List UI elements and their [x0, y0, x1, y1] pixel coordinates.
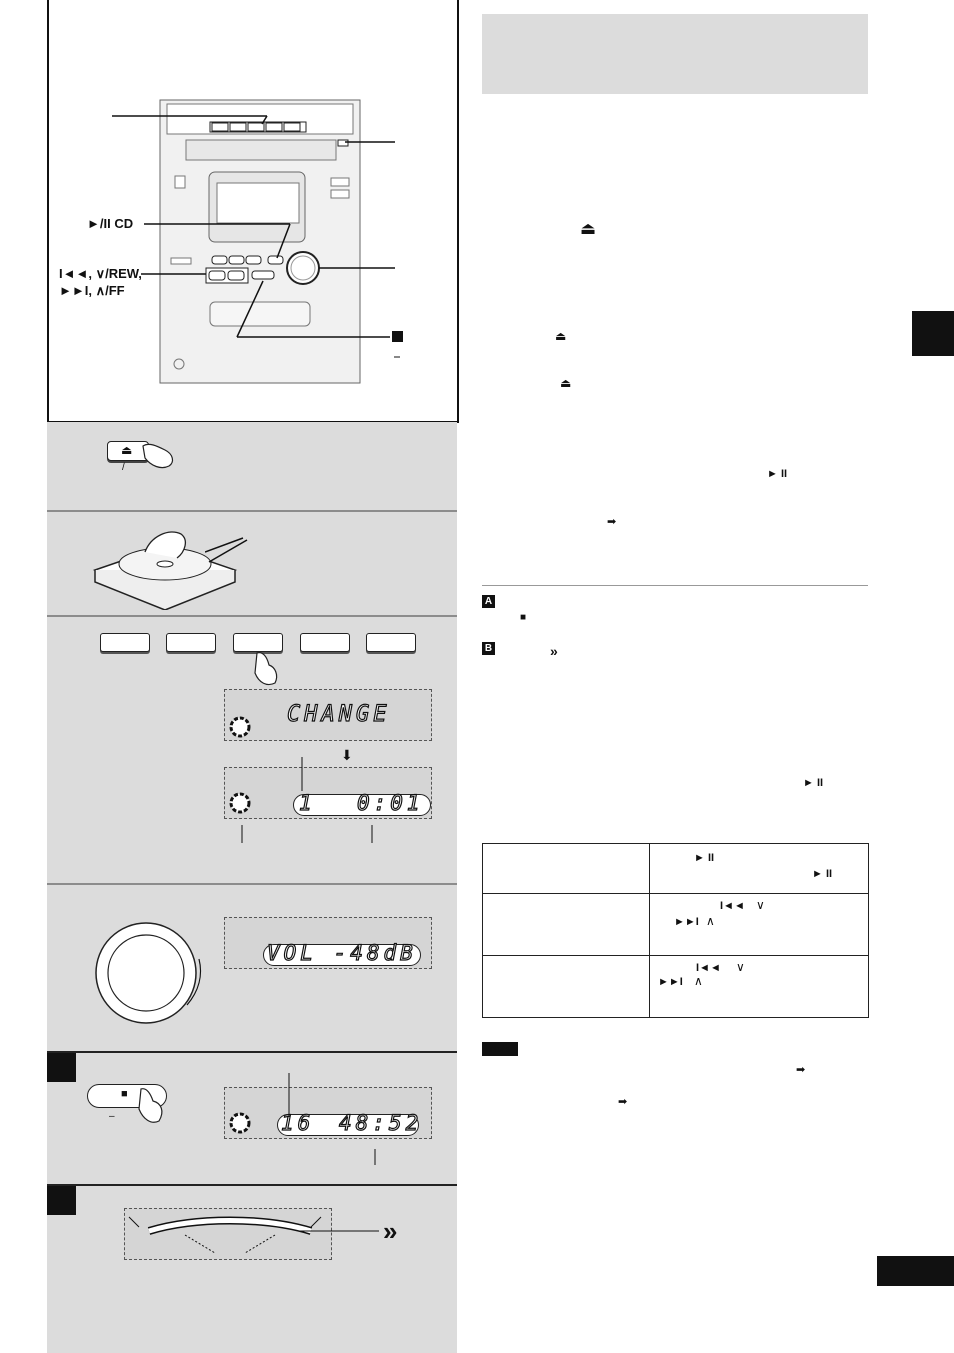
play-pause-icon: ► II: [767, 468, 788, 480]
up-icon: ∧: [694, 974, 703, 988]
eject-icon: ⏏: [121, 443, 133, 457]
marker-b: B: [482, 642, 495, 655]
section-tab: [912, 311, 954, 356]
skip-forward-icon: ►►I: [658, 976, 683, 988]
fast-forward-icon: »: [550, 643, 558, 659]
hand-icon: [139, 440, 179, 470]
page-number-tab: [877, 1256, 954, 1286]
stop-icon: ■: [121, 1088, 128, 1100]
arrow-icon: ➡: [607, 516, 617, 528]
callout-lines: [277, 1073, 387, 1168]
disc-indicator-icon: [229, 1112, 251, 1134]
op-row-1-desc: [650, 844, 869, 894]
arrow-icon: ➡: [618, 1096, 628, 1108]
eject-icon: ⏏: [560, 376, 572, 390]
op-row-2-label: [483, 894, 650, 956]
play-pause-icon: ► II: [812, 868, 833, 880]
op-row-1-label: [483, 844, 650, 894]
skip-rew-label: I◄◄, ∨/REW,: [59, 266, 142, 281]
eject-icon: ⏏: [580, 219, 597, 238]
up-icon: ∧: [706, 914, 715, 928]
display-change-text: CHANGE: [287, 702, 391, 727]
display-volume: [224, 917, 432, 969]
play-pause-cd-label: ►/II CD: [87, 216, 134, 231]
unit-illustration-panel: [47, 0, 459, 423]
step-select-disc: [47, 615, 457, 885]
op-row-3-label: [483, 956, 650, 1018]
display-track-number: 1: [299, 791, 316, 815]
stereo-unit-illustration: [49, 0, 457, 421]
disc-tray-icon: [85, 518, 255, 610]
skip-ff-label: ►►I, ∧/FF: [59, 283, 125, 298]
arrow-icon: ➡: [796, 1064, 806, 1076]
step-open-tray: [47, 422, 457, 510]
display-total-tracks: 16: [281, 1111, 315, 1135]
hand-icon: [251, 649, 281, 689]
section-header: [482, 14, 868, 94]
step-b-track-indicator: [47, 1184, 457, 1353]
callout-lines: [232, 747, 382, 847]
marker-a-box: [47, 1053, 76, 1082]
volume-knob-icon: [91, 915, 211, 1035]
play-pause-icon: ► II: [694, 852, 715, 864]
display-elapsed-time: 0:01: [357, 791, 424, 815]
left-illustration-column: [47, 0, 457, 1351]
disc-button-2[interactable]: [166, 633, 216, 652]
play-pause-icon: ► II: [803, 777, 824, 789]
step-adjust-volume: [47, 883, 457, 1053]
skip-back-icon: I◄◄: [720, 900, 745, 912]
note-badge: Note: [482, 1042, 518, 1056]
down-icon: ∨: [756, 898, 765, 912]
disc-indicator-icon: [229, 716, 251, 738]
step-load-disc: [47, 510, 457, 617]
eject-icon: ⏏: [555, 329, 567, 343]
stop-icon: ■: [520, 612, 527, 623]
fast-forward-icon: »: [383, 1216, 398, 1246]
skip-forward-icon: ►►I: [674, 916, 699, 928]
disc-button-1[interactable]: [100, 633, 150, 652]
display-total-time: 48:52: [339, 1111, 423, 1135]
marker-b-box: [47, 1186, 76, 1215]
arrow-down-icon: ⬇: [341, 747, 353, 763]
disc-button-5[interactable]: [366, 633, 416, 652]
display-change: [224, 689, 432, 741]
skip-back-icon: I◄◄: [696, 962, 721, 974]
display-volume-text: VOL -48dB: [267, 941, 417, 965]
stop-sub-dash: –: [109, 1111, 115, 1122]
op-row-2-desc: [650, 894, 869, 956]
marker-a: A: [482, 595, 495, 608]
hand-icon: [135, 1085, 171, 1127]
disc-button-4[interactable]: [300, 633, 350, 652]
callout-line: [205, 534, 255, 554]
step-a-stop: [47, 1051, 457, 1186]
divider: [482, 585, 868, 586]
callout-line: [299, 1226, 379, 1236]
operations-table: [482, 843, 869, 1018]
button-slash: /: [122, 462, 125, 473]
down-icon: ∨: [736, 960, 745, 974]
op-row-3-desc: [650, 956, 869, 1018]
